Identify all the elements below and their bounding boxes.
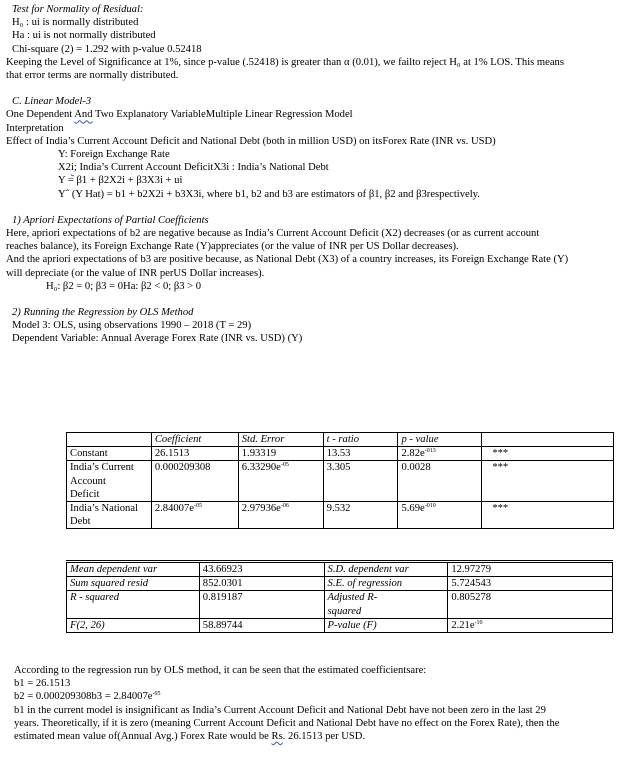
table-row <box>67 618 613 632</box>
model-statistics-table <box>66 560 613 633</box>
row-label-line1: India’s Current <box>70 462 134 474</box>
row-label <box>67 461 152 502</box>
chi-square-result: Chi-square (2) = 1.292 with p-value 0.52418 <box>12 43 202 55</box>
stat-value <box>448 618 613 632</box>
coefficient-exponent: -05 <box>193 503 202 510</box>
results-section <box>14 664 636 743</box>
b1-estimate: b1 = 26.1513 <box>14 678 71 690</box>
std-error-mantissa: 6.33290e <box>241 462 281 474</box>
stat-value: 58.89744 <box>199 618 324 632</box>
stat-label: S.E. of regression <box>324 577 448 591</box>
stat-value: 5.724543 <box>448 577 613 591</box>
stat-label <box>324 591 448 618</box>
normality-heading: Test for Normality of Residual: <box>12 4 144 15</box>
interpretation-label: Interpretation <box>6 122 64 134</box>
table-row <box>67 591 613 618</box>
t-ratio-value: 13.53 <box>323 447 398 461</box>
p-value-cell <box>398 447 482 461</box>
subtitle-part1: One Dependent <box>6 109 75 121</box>
stat-value: 0.805278 <box>448 591 613 618</box>
apriori-b2-line2: reaches balance), its Foreign Exchange Rate (Y)appreciates (or the value of INR per US Dollar decreases). <box>6 241 459 253</box>
b2-b3-estimates <box>14 690 636 703</box>
row-label <box>67 502 152 529</box>
std-error-cell <box>238 502 323 529</box>
population-equation: Y = β1 + β2X2i + β3X3i + ui <box>58 175 183 187</box>
alt-hypothesis: Ha : ui is not normally distributed <box>12 30 156 42</box>
b1-interpretation-line1: b1 in the current model is insignificant as India’s Current Account Deficit and National Debt have not been zero in the last 29 <box>14 704 546 716</box>
p-value-cell <box>398 502 482 529</box>
model-observations: Model 3: OLS, using observations 1990 – 2018 (T = 29) <box>12 320 252 332</box>
p-f-exponent: -10 <box>474 619 483 626</box>
b1-interpretation-line3 <box>14 730 636 743</box>
row-label-line2: Account <box>70 475 106 487</box>
significance-stars: *** <box>482 461 614 502</box>
table-row <box>67 577 613 591</box>
apriori-heading: 1) Apriori Expectations of Partial Coefficients <box>12 214 209 226</box>
significance-stars: *** <box>482 447 614 461</box>
std-error-mantissa: 2.97936e <box>241 503 281 515</box>
header-p-value: p - value <box>398 433 482 447</box>
stat-value: 852.0301 <box>199 577 324 591</box>
b3-exponent: -05 <box>152 691 161 698</box>
stat-label: Mean dependent var <box>67 562 200 577</box>
apriori-b3-line1: And the apriori expectations of b3 are positive because, as National Debt (X3) of a country increases, its Foreign Exchange Rate (Y) <box>6 254 569 266</box>
x-def-part2: ; India’s Current Account DeficitX3i : India’s National Debt <box>73 162 329 174</box>
table-row <box>67 447 614 461</box>
std-error-cell <box>238 461 323 502</box>
x-def-part1: X2 <box>58 162 71 174</box>
model3-heading: C. Linear Model-3 <box>12 96 92 108</box>
stat-value: 12.97279 <box>448 562 613 577</box>
x-definition <box>6 161 637 174</box>
stat-label: F(2, 26) <box>67 618 200 632</box>
subtitle-part2: Two Explanatory VariableMultiple Linear Regression Model <box>92 109 353 121</box>
stat-value: 0.819187 <box>199 591 324 618</box>
x-def-i: i <box>70 162 74 174</box>
model3-subtitle <box>6 108 637 121</box>
sample-equation: Yˆ (Y Hat) = b1 + b2X2i + b3X3i, where b1, b2 and b3 are estimators of β1, β2 and β3respectively. <box>58 188 480 200</box>
coefficient-mantissa: 2.84007e <box>154 503 194 515</box>
std-error-exponent: -05 <box>280 462 289 469</box>
line3-part2: . 26.1513 per USD. <box>282 731 366 743</box>
stat-label: R - squared <box>67 591 200 618</box>
header-coefficient: Coefficient <box>151 433 238 447</box>
dependent-variable: Dependent Variable: Annual Average Forex Rate (INR vs. USD) (Y) <box>12 333 303 345</box>
std-error-exponent: -06 <box>280 503 289 510</box>
p-value-exponent: -013 <box>424 448 436 455</box>
apriori-b3-line2: will depreciate (or the value of INR perUS Dollar increases). <box>6 267 265 279</box>
effect-statement: Effect of India’s Current Account Deficit and National Debt (both in million USD) on itsForex Rate (INR vs. USD) <box>6 135 496 147</box>
b2-b3-text: b2 = 0.000209308b3 = 2.84007e <box>14 691 153 703</box>
normality-conclusion-line2: that error terms are normally distributed. <box>6 70 179 82</box>
table-row <box>67 461 614 502</box>
t-ratio-value: 9.532 <box>323 502 398 529</box>
coefficient-cell <box>151 502 238 529</box>
subtitle-and: And <box>74 109 93 121</box>
adj-r2-label-line1: Adjusted R- <box>327 592 378 604</box>
line3-part1: estimated mean value of(Annual Avg.) Forex Rate would be <box>14 731 272 743</box>
p-value-exponent: -010 <box>424 503 436 510</box>
coefficient-table <box>66 432 614 529</box>
null-hypothesis: H₀ : ui is normally distributed <box>12 17 139 29</box>
y-definition: Y: Foreign Exchange Rate <box>58 149 170 161</box>
row-label-line2: Debt <box>70 516 91 528</box>
coefficient-value: 26.1513 <box>151 447 238 461</box>
p-value-mantissa: 5.69e <box>401 503 425 515</box>
t-ratio-value: 3.305 <box>323 461 398 502</box>
p-value-value: 0.0028 <box>398 461 482 502</box>
hypotheses-line: H₀: β2 = 0; β3 = 0Ha: β2 < 0; β3 > 0 <box>46 280 202 292</box>
b1-interpretation-line2: years. Theoretically, if it is zero (meaning Current Account Deficit and National Debt have no effect on the Forex Rate), then the <box>14 717 560 729</box>
rs-word: Rs <box>271 731 283 743</box>
row-label: Constant <box>67 447 152 461</box>
header-t-ratio: t - ratio <box>323 433 398 447</box>
adj-r2-label-line2: squared <box>327 605 362 617</box>
stat-label: Sum squared resid <box>67 577 200 591</box>
table-row <box>67 502 614 529</box>
apriori-b2-line1: Here, apriori expectations of b2 are negative because as India’s Current Account Deficit (X2) decreases (or as current account <box>6 228 540 240</box>
row-label-line1: India’s National <box>70 503 138 515</box>
std-error-value: 1.93319 <box>238 447 323 461</box>
row-label-line3: Deficit <box>70 488 100 500</box>
stat-label: P-value (F) <box>324 618 448 632</box>
stat-value: 43.66923 <box>199 562 324 577</box>
normality-conclusion-line1: Keeping the Level of Significance at 1%, since p-value (.52418) is greater than α (0.01), we failto reject H₀ at 1% LOS. This means <box>6 56 564 68</box>
p-f-mantissa: 2.21e <box>451 619 475 631</box>
p-value-mantissa: 2.82e <box>401 448 425 460</box>
table-header-row <box>67 433 614 447</box>
table-row <box>67 562 613 577</box>
significance-stars: *** <box>482 502 614 529</box>
results-intro: According to the regression run by OLS method, it can be seen that the estimated coefficientsare: <box>14 665 427 676</box>
coefficient-value: 0.000209308 <box>151 461 238 502</box>
regression-heading: 2) Running the Regression by OLS Method <box>12 307 194 319</box>
header-std-error: Std. Error <box>238 433 323 447</box>
stat-label: S.D. dependent var <box>324 562 448 577</box>
